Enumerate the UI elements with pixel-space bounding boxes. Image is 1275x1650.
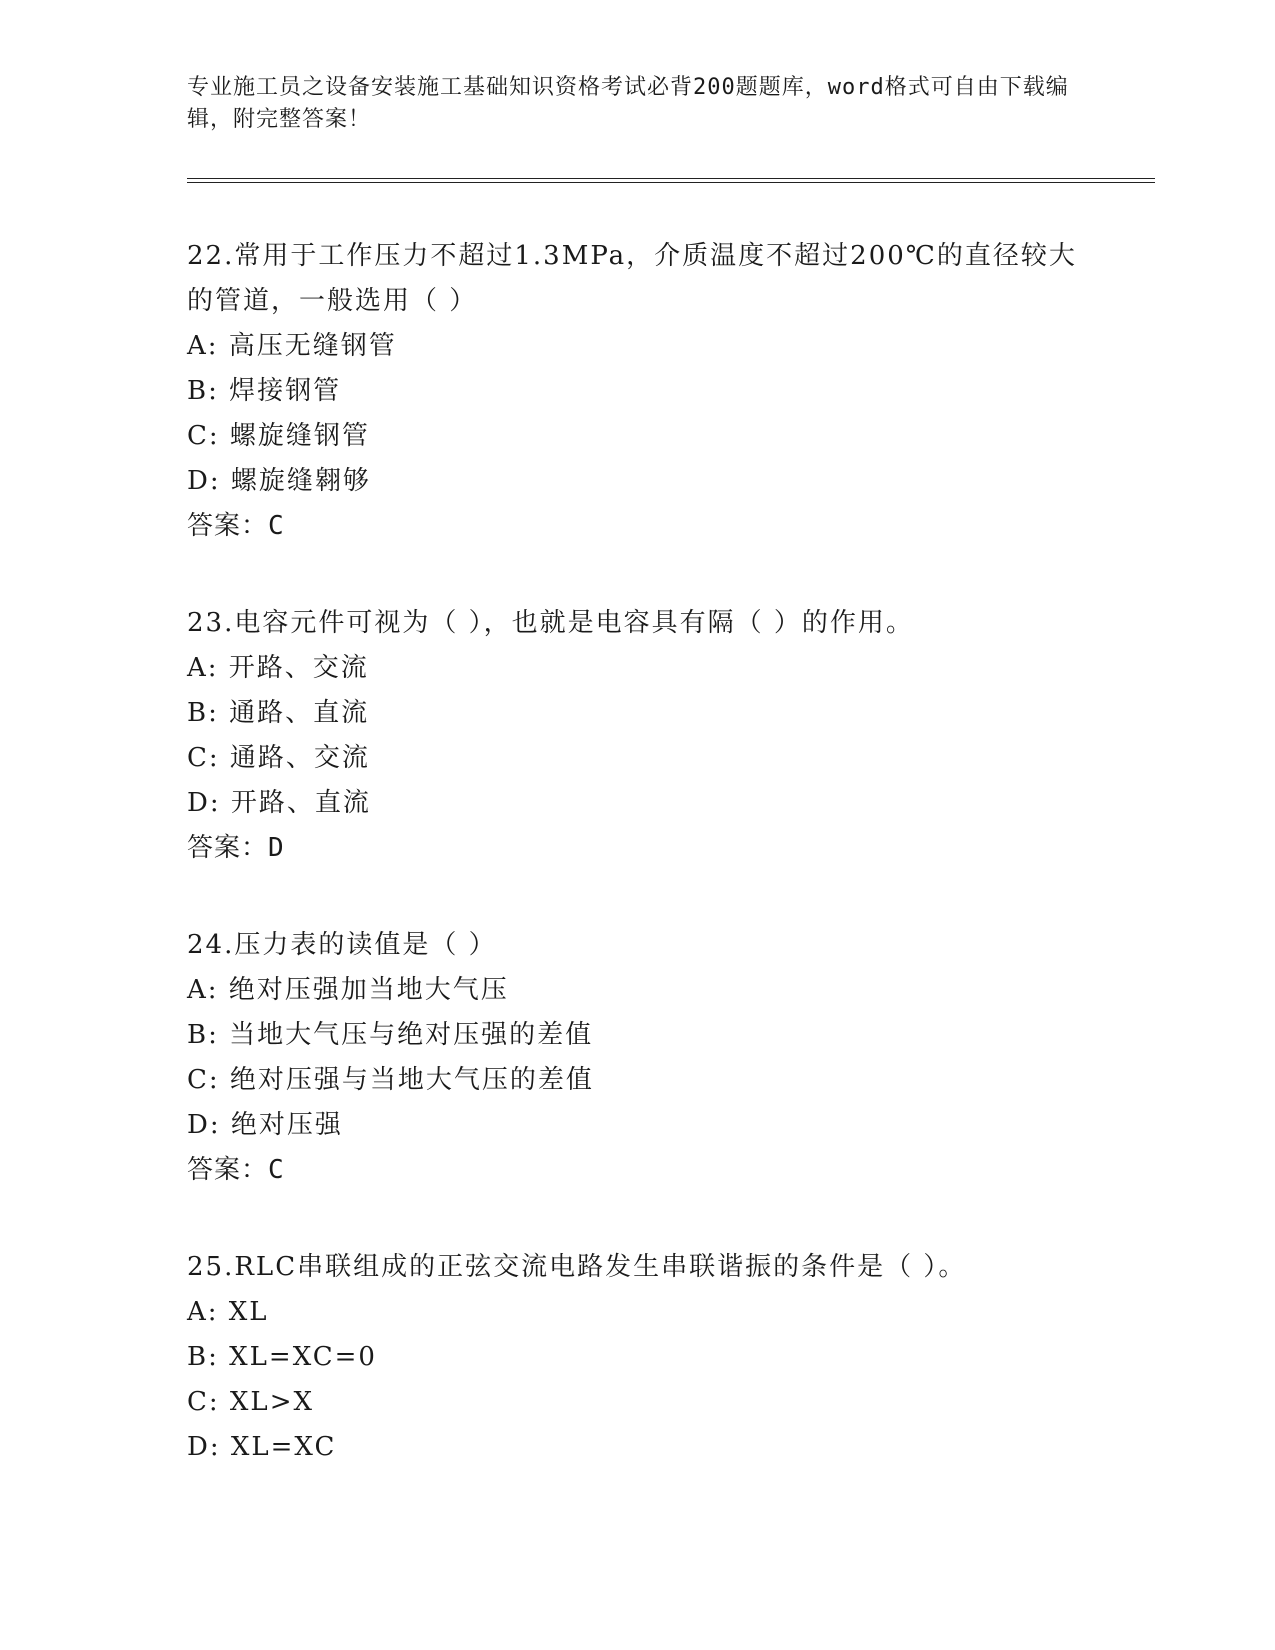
option-c: C: 通路、交流 <box>187 743 370 773</box>
header-divider-bottom <box>187 182 1155 183</box>
answer-text: 答案：C <box>187 1155 285 1185</box>
question-block <box>187 601 1087 871</box>
answer-text: 答案：C <box>187 511 285 541</box>
question-text: 25.RLC串联组成的正弦交流电路发生串联谐振的条件是（ ）。 <box>187 1252 967 1282</box>
option-a: A: 绝对压强加当地大气压 <box>187 975 509 1005</box>
option-a: A: 高压无缝钢管 <box>187 331 397 361</box>
question-block <box>187 1245 1087 1470</box>
option-b: B: XL=XC=0 <box>187 1342 377 1372</box>
option-d: D: 开路、直流 <box>187 788 371 818</box>
option-c: C: 绝对压强与当地大气压的差值 <box>187 1065 594 1095</box>
option-a: A: XL <box>187 1297 269 1327</box>
option-d: D: 螺旋缝翱够 <box>187 466 371 496</box>
option-b: B: 焊接钢管 <box>187 376 342 406</box>
option-b: B: 当地大气压与绝对压强的差值 <box>187 1020 594 1050</box>
option-c: C: XL>X <box>187 1387 314 1417</box>
option-a: A: 开路、交流 <box>187 653 369 683</box>
question-list <box>187 234 1087 1522</box>
question-block <box>187 923 1087 1193</box>
option-d: D: 绝对压强 <box>187 1110 343 1140</box>
header-divider-top <box>187 178 1155 179</box>
question-text: 23.电容元件可视为（ ），也就是电容具有隔（ ）的作用。 <box>187 608 914 638</box>
option-d: D: XL=XC <box>187 1432 337 1462</box>
answer-text: 答案：D <box>187 833 285 863</box>
option-c: C: 螺旋缝钢管 <box>187 421 370 451</box>
document-header: 专业施工员之设备安装施工基础知识资格考试必背200题题库，word格式可自由下载编辑，附完整答案！ <box>187 75 1069 132</box>
question-text: 22.常用于工作压力不超过1.3MPa，介质温度不超过200℃的直径较大的管道，一般选用（ ） <box>187 241 1077 316</box>
question-text: 24.压力表的读值是（ ） <box>187 930 497 960</box>
question-block <box>187 234 1087 549</box>
option-b: B: 通路、直流 <box>187 698 370 728</box>
